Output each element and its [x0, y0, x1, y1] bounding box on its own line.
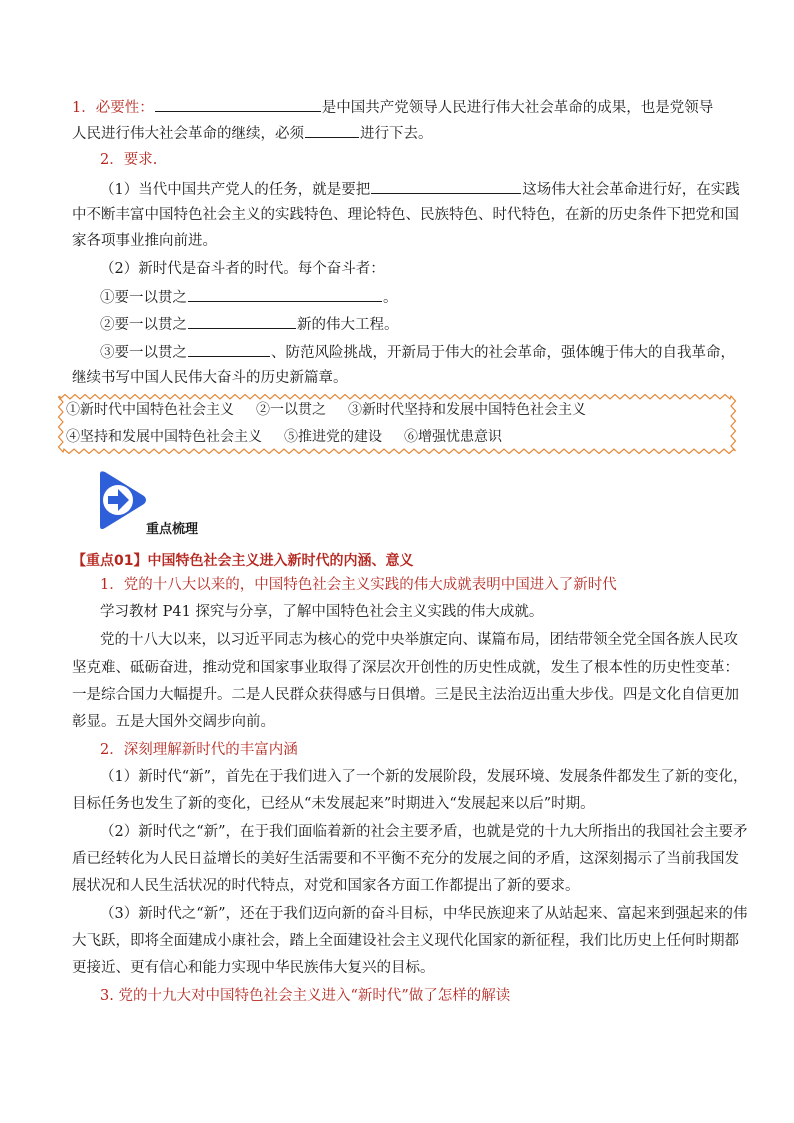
arrow-right-icon [96, 470, 148, 534]
paragraph-line-8: （2）新时代之“新”，在于我们面临着新的社会主要矛盾，也就是党的十九大所指出的我国社会主要矛 [100, 824, 748, 840]
requirement-label: 2．要求. [100, 152, 158, 168]
paragraph-line-3: 坚克难、砥砺奋进，推动党和国家事业取得了深层次开创性的历史性成就，发生了根本性的历史性变革： [72, 660, 739, 676]
paragraph-line-9: 盾已经转化为人民日益增长的美好生活需要和不平衡不充分的发展之间的矛盾，这深刻揭示了当前我国发 [72, 851, 739, 867]
keypoint-title: 【重点01】中国特色社会主义进入新时代的内涵、意义 [72, 553, 414, 569]
requirement-1-line-3: 家各项事业推向前进。 [72, 233, 217, 249]
item-3-text: ③要一以贯之 [100, 345, 187, 361]
options-row-1 [66, 400, 608, 420]
blank-5[interactable] [188, 313, 296, 329]
item-1-end: 。 [383, 290, 398, 306]
necessity-text-2: 人民进行伟大社会革命的继续，必须 [72, 126, 304, 142]
option-2: ②一以贯之 [256, 402, 326, 418]
requirement-2-item-3-cont: 继续书写中国人民伟大奋斗的历史新篇章。 [72, 370, 348, 386]
requirement-1-line-1 [100, 178, 740, 200]
heading-1: 1．党的十八大以来的，中国特色社会主义实践的伟大成就表明中国进入了新时代 [100, 577, 617, 593]
options-box [58, 394, 736, 454]
paragraph-line-10: 展状况和人民生活状况的时代特点，对党和国家各方面工作都提出了新的要求。 [72, 878, 580, 894]
option-3: ③新时代坚持和发展中国特色社会主义 [348, 402, 586, 418]
item-1-text: ①要一以贯之 [100, 290, 187, 306]
keypoint-label: 重点梳理 [146, 522, 199, 537]
heading-3: 3. 党的十九大对中国特色社会主义进入“新时代”做了怎样的解读 [100, 988, 511, 1004]
option-6: ⑥增强忧患意识 [404, 429, 502, 445]
option-1: ①新时代中国特色社会主义 [66, 402, 234, 418]
requirement-2-item-2 [100, 313, 732, 335]
blank-1[interactable] [155, 96, 321, 112]
paragraph-line-6: （1）新时代“新”，首先在于我们进入了一个新的发展阶段，发展环境、发展条件都发生了新的变化， [100, 769, 748, 785]
requirement-1-text-2: 这场伟大社会革命进行好，在实践 [522, 182, 740, 198]
blank-3[interactable] [371, 178, 521, 194]
blank-4[interactable] [188, 286, 382, 302]
paragraph-line-2: 党的十八大以来，以习近平同志为核心的党中央举旗定向、谋篇布局，团结带领全党全国各族人民攻 [100, 632, 738, 648]
option-4: ④坚持和发展中国特色社会主义 [66, 429, 262, 445]
necessity-line-2 [72, 122, 732, 144]
requirement-2-item-1 [100, 286, 732, 308]
requirement-2-intro: （2）新时代是奋斗者的时代。每个奋斗者： [100, 261, 385, 277]
paragraph-line-5: 彰显。五是大国外交阔步向前。 [72, 714, 275, 730]
requirement-2-item-3 [100, 341, 735, 363]
item-2-text: ②要一以贯之 [100, 317, 187, 333]
paragraph-line-13: 更接近、更有信心和能力实现中华民族伟大复兴的目标。 [72, 960, 435, 976]
paragraph-line-12: 大飞跃，即将全面建成小康社会，踏上全面建设社会主义现代化国家的新征程，我们比历史上任何时期都 [72, 933, 739, 949]
paragraph-line-11: （3）新时代之“新”，还在于我们迈向新的奋斗目标，中华民族迎来了从站起来、富起来到强起来的伟 [100, 906, 748, 922]
necessity-text: 是中国共产党领导人民进行伟大社会革命的成果，也是党领导 [321, 100, 714, 116]
requirement-1-text: （1）当代中国共产党人的任务，就是要把 [100, 182, 371, 198]
item-2-end: 新的伟大工程。 [297, 317, 399, 333]
necessity-label: 1．必要性： [72, 100, 154, 116]
blank-6[interactable] [188, 341, 270, 357]
options-row-2 [66, 427, 524, 447]
paragraph-line-4: 一是综合国力大幅提升。二是人民群众获得感与日俱增。三是民主法治迈出重大步伐。四是文化自信更加 [72, 687, 739, 703]
heading-2: 2．深刻理解新时代的丰富内涵 [100, 742, 298, 758]
blank-2[interactable] [305, 122, 359, 138]
option-5: ⑤推进党的建设 [284, 429, 382, 445]
paragraph-line-7: 目标任务也发生了新的变化，已经从“未发展起来”时期进入“发展起来以后”时期。 [72, 796, 595, 812]
item-3-end: 、防范风险挑战，开新局于伟大的社会革命，强体魄于伟大的自我革命， [271, 345, 735, 361]
requirement-1-line-2: 中不断丰富中国特色社会主义的实践特色、理论特色、民族特色、时代特色，在新的历史条件下把党和国 [72, 207, 739, 223]
necessity-text-3: 进行下去。 [360, 126, 433, 142]
necessity-line-1 [72, 96, 732, 118]
paragraph-line-1: 学习教材 P41 探究与分享，了解中国特色社会主义实践的伟大成就。 [100, 604, 544, 620]
